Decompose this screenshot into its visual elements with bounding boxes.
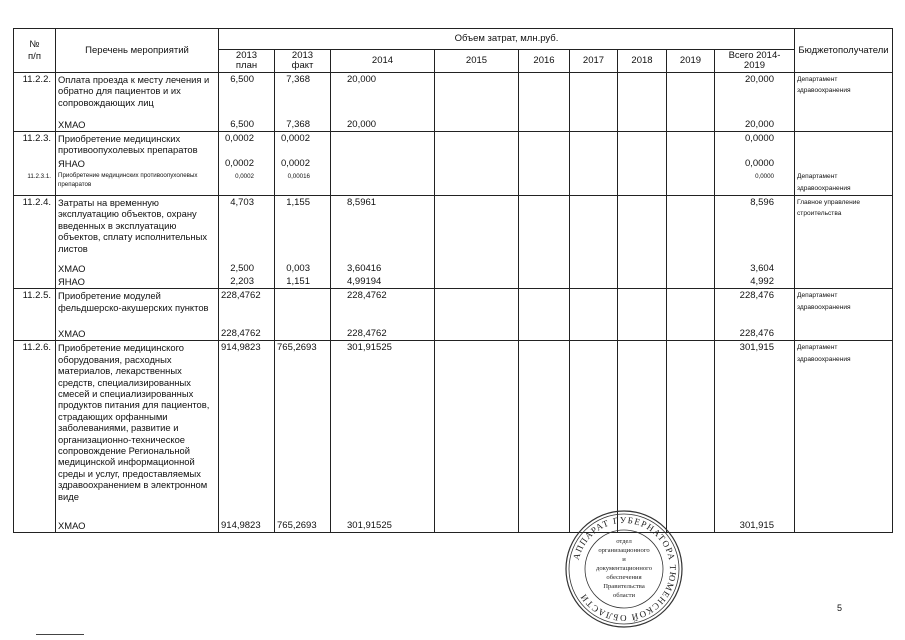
table-row (14, 341, 893, 519)
value-2014: 301,91525 (331, 341, 435, 519)
stamp-ring-text: АППАРАТ ГУБЕРНАТОРА ТЮМЕНСКОЙ ОБЛАСТИ (570, 514, 679, 624)
table-row (14, 275, 893, 289)
stamp-line: Правительства (603, 583, 645, 590)
budget-table (13, 28, 893, 533)
header-cost: Объем затрат, млн.руб. (219, 29, 795, 50)
header-year: 2015 (435, 50, 519, 73)
value-2013-plan: 914,9823 (219, 519, 275, 533)
row-code: 11.2.6. (14, 341, 56, 519)
value-2014: 228,4762 (331, 289, 435, 327)
footer-rule (36, 634, 84, 635)
value-2013-plan: 4,703 (219, 196, 275, 262)
page-number: 5 (837, 603, 843, 613)
value-2013-fact (275, 327, 331, 341)
value-2013-fact (275, 289, 331, 327)
stamp-line: отдел (616, 538, 632, 545)
row-region: ХМАО (56, 519, 219, 533)
value-2013-fact: 1,155 (275, 196, 331, 262)
value-2013-plan: 0,0002 (219, 170, 275, 195)
table-row (14, 73, 893, 118)
row-name: Затраты на временную эксплуатацию объектов, охрану введенных в эксплуатацию объектов, сплату исполнительных листов (56, 196, 219, 262)
table-row (14, 262, 893, 275)
value-2013-plan: 228,4762 (219, 289, 275, 327)
header-year: 2013 факт (275, 50, 331, 73)
value-total: 3,604 (715, 262, 795, 275)
stamp-line: области (612, 592, 636, 599)
value-2013-fact: 7,368 (275, 118, 331, 132)
table-row (14, 519, 893, 533)
row-name: Приобретение медицинских противоопухолевых препаратов (56, 170, 219, 195)
value-2013-fact: 765,2693 (275, 341, 331, 519)
table-row (14, 170, 893, 195)
stamp-line: обеспечения (606, 574, 642, 581)
stamp-seal-icon (563, 508, 685, 630)
row-recipient: Департамент здравоохранения (795, 73, 893, 118)
row-recipient: Главное управление строительства (795, 196, 893, 262)
value-2014: 301,91525 (331, 519, 435, 533)
value-total: 228,476 (715, 289, 795, 327)
row-region: ЯНАО (56, 157, 219, 170)
value-2014: 20,000 (331, 118, 435, 132)
row-region: ХМАО (56, 118, 219, 132)
row-name: Приобретение медицинского оборудования, расходных материалов, лекарственных средств, специализированных смесей и специализированных продуктов питания для пациентов, страдающих орфанными заболеваниями, развитие и организационно-техническое сопровождение Региональной медицинской информационной среды и услуг, предоставляемых здравоохранением в электронном виде (56, 341, 219, 519)
row-name: Приобретение модулей фельдшерско-акушерских пунктов (56, 289, 219, 327)
value-total: 228,476 (715, 327, 795, 341)
header-recipients: Бюджетополучатели (795, 29, 893, 73)
row-name: Оплата проезда к месту лечения и обратно для пациентов и их сопровождающих лиц (56, 73, 219, 118)
value-total: 8,596 (715, 196, 795, 262)
table-row (14, 157, 893, 170)
value-2013-plan: 6,500 (219, 73, 275, 118)
header-year: 2013 план (219, 50, 275, 73)
row-recipient: Департамент здравоохранения (795, 170, 893, 195)
value-total: 301,915 (715, 341, 795, 519)
header-year: Всего 2014- 2019 (715, 50, 795, 73)
value-total: 0,0000 (715, 170, 795, 195)
row-region: ХМАО (56, 262, 219, 275)
header-year: 2016 (519, 50, 570, 73)
row-code: 11.2.4. (14, 196, 56, 262)
header-list: Перечень мероприятий (56, 29, 219, 73)
row-code: 11.2.2. (14, 73, 56, 118)
table-row (14, 118, 893, 132)
value-2014: 3,60416 (331, 262, 435, 275)
row-code: 11.2.3.1. (14, 170, 56, 195)
value-2013-plan: 2,500 (219, 262, 275, 275)
value-2013-plan: 0,0002 (219, 132, 275, 157)
value-2013-plan: 228,4762 (219, 327, 275, 341)
value-total: 20,000 (715, 73, 795, 118)
table-row (14, 327, 893, 341)
value-2014: 8,5961 (331, 196, 435, 262)
value-2013-plan: 6,500 (219, 118, 275, 132)
value-2013-fact: 0,003 (275, 262, 331, 275)
table-row (14, 132, 893, 157)
value-2013-fact: 1,151 (275, 275, 331, 289)
header-year: 2018 (618, 50, 667, 73)
header-year: 2019 (667, 50, 715, 73)
value-2013-plan: 0,0002 (219, 157, 275, 170)
value-total: 4,992 (715, 275, 795, 289)
value-total: 301,915 (715, 519, 795, 533)
row-code: 11.2.5. (14, 289, 56, 327)
stamp-line: организационного (598, 547, 650, 554)
value-2013-fact: 7,368 (275, 73, 331, 118)
value-total: 0,0000 (715, 157, 795, 170)
stamp-line: и (622, 556, 626, 563)
value-2014: 228,4762 (331, 327, 435, 341)
row-code: 11.2.3. (14, 132, 56, 157)
header-year: 2014 (331, 50, 435, 73)
header-year: 2017 (570, 50, 618, 73)
header-no: № п/п (14, 29, 56, 73)
value-total: 0,0000 (715, 132, 795, 157)
stamp-line: документационного (595, 565, 653, 572)
value-2013-fact: 0,00016 (275, 170, 331, 195)
value-total: 20,000 (715, 118, 795, 132)
value-2013-fact: 0,0002 (275, 157, 331, 170)
row-recipient: Департамент здравоохранения (795, 289, 893, 327)
value-2013-fact: 765,2693 (275, 519, 331, 533)
value-2014: 20,000 (331, 73, 435, 118)
value-2013-plan: 914,9823 (219, 341, 275, 519)
value-2013-fact: 0,0002 (275, 132, 331, 157)
value-2013-plan: 2,203 (219, 275, 275, 289)
row-region: ЯНАО (56, 275, 219, 289)
table-row (14, 289, 893, 327)
official-stamp (563, 508, 685, 630)
table-row (14, 196, 893, 262)
row-region: ХМАО (56, 327, 219, 341)
row-name: Приобретение медицинских противоопухолевых препаратов (56, 132, 219, 157)
value-2014: 4,99194 (331, 275, 435, 289)
row-recipient: Департамент здравоохранения (795, 341, 893, 519)
